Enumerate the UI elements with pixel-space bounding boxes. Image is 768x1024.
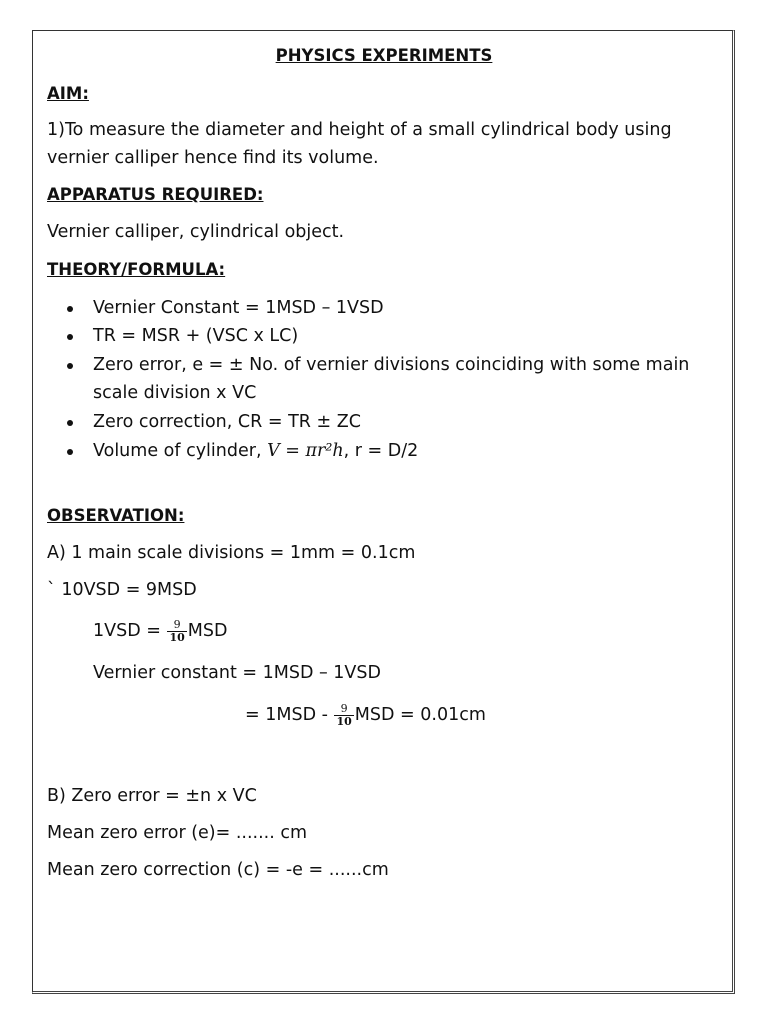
observation-zero-error: B) Zero error = ±n x VC <box>47 786 257 806</box>
theory-bullet-zero-error-line-1: Zero error, e = ± No. of vernier divisions coinciding with some main <box>93 355 690 375</box>
aim-line-1: 1)To measure the diameter and height of a small cylindrical body using <box>47 120 672 140</box>
observation-msd: A) 1 main scale divisions = 1mm = 0.1cm <box>47 543 416 563</box>
volume-formula: V = πr²h <box>267 441 344 461</box>
aim-heading: AIM: <box>47 84 89 103</box>
fraction-denominator: 10 <box>336 714 352 728</box>
theory-bullet-volume <box>93 437 418 465</box>
observation-vernier-constant: Vernier constant = 1MSD – 1VSD <box>93 663 381 683</box>
observation-mean-zero-error: Mean zero error (e)= ....... cm <box>47 823 308 843</box>
observation-heading: OBSERVATION: <box>47 506 185 525</box>
fraction-nine-tenths <box>334 703 353 728</box>
vc-calc-prefix: = 1MSD - <box>245 705 334 725</box>
theory-bullet-vernier-constant: Vernier Constant = 1MSD – 1VSD <box>93 298 384 318</box>
apparatus-heading: APPARATUS REQUIRED: <box>47 185 264 204</box>
theory-bullet-zero-error-line-2: scale division x VC <box>93 383 257 403</box>
vsd-suffix: MSD <box>187 621 228 641</box>
theory-bullet-zero-correction: Zero correction, CR = TR ± ZC <box>93 412 361 432</box>
observation-1vsd <box>93 617 227 645</box>
observation-mean-zero-correction: Mean zero correction (c) = -e = ......cm <box>47 860 389 880</box>
observation-vsd-relation: ` 10VSD = 9MSD <box>47 580 197 600</box>
theory-heading: THEORY/FORMULA: <box>47 260 226 279</box>
apparatus-text: Vernier calliper, cylindrical object. <box>47 222 345 242</box>
fraction-numerator: 9 <box>167 619 186 632</box>
volume-label: Volume of cylinder, <box>93 441 268 461</box>
fraction-nine-tenths <box>167 619 186 644</box>
document-title: PHYSICS EXPERIMENTS <box>275 46 493 65</box>
vc-calc-suffix: MSD = 0.01cm <box>354 705 486 725</box>
observation-vc-calculation <box>245 701 486 729</box>
fraction-denominator: 10 <box>169 630 185 644</box>
volume-radius: , r = D/2 <box>343 441 419 461</box>
fraction-numerator: 9 <box>334 703 353 716</box>
vsd-prefix: 1VSD = <box>93 621 167 641</box>
theory-bullet-total-reading: TR = MSR + (VSC x LC) <box>93 326 299 346</box>
aim-line-2: vernier calliper hence find its volume. <box>47 148 379 168</box>
